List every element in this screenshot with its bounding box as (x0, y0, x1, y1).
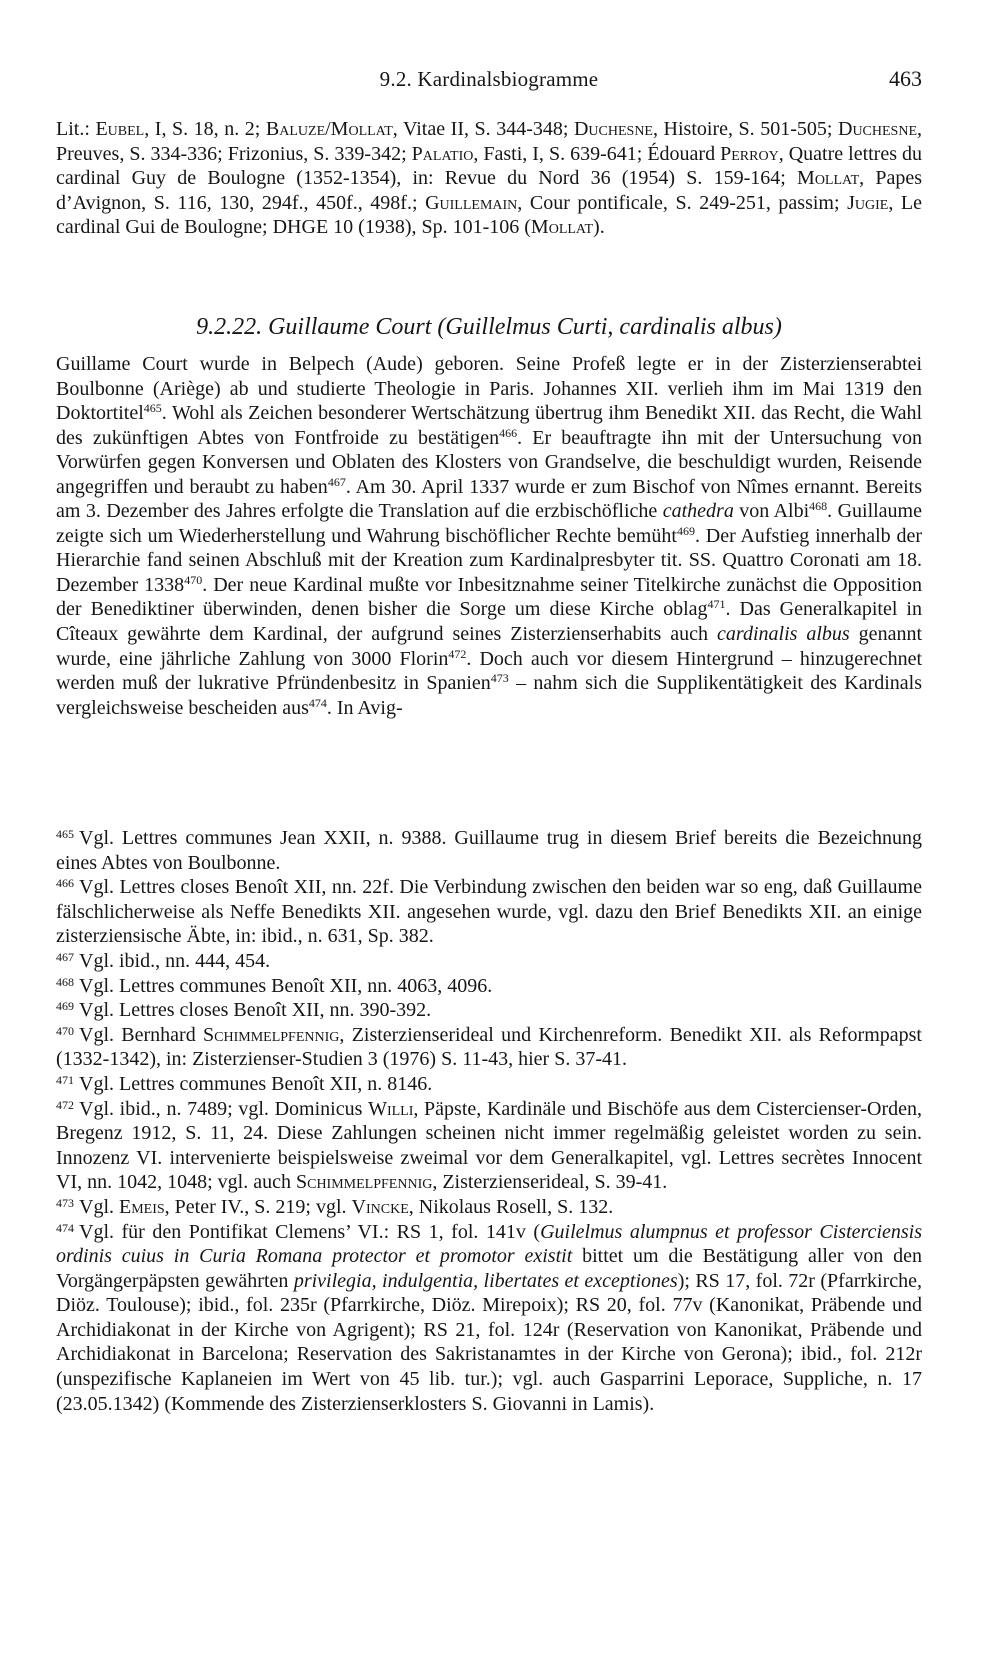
author-name: Vincke (351, 1195, 409, 1218)
footnote-number: 470 (56, 1023, 74, 1038)
text-run: – nahm sich die Supplikentätigkeit des Kardinals vergleichsweise bescheiden aus (56, 672, 922, 719)
text-run: . In Avig- (326, 696, 403, 719)
footnote-reference: 471 (707, 597, 726, 612)
text-run: genannt wurde, eine jährliche Zahlung von 3000 Florin (56, 623, 922, 670)
footnote-473 (56, 1195, 922, 1220)
author-name: Jugie (847, 191, 889, 214)
text-run: Vgl. Lettres communes Jean XXII, n. 9388. Guillaume trug in diesem Brief bereits die Bezeichnung eines Abtes von Boulbonne. (56, 827, 922, 874)
text-run: . Doch auch vor diesem Hintergrund – hinzugerechnet werden muß der lukrative Pfründenbesitz in Spanien (56, 647, 922, 695)
text-run: . Guillaume zeigte sich um Wiederherstellung und Wahrung bischöflicher Rechte bemüht (56, 500, 922, 547)
text-run: . Wohl als Zeichen besonderer Wertschätzung übertrug ihm Benedikt XII. das Recht, die Wahl des zukünftigen Abtes von Fontfroide zu bestätigen (56, 402, 922, 449)
footnote-471 (56, 1072, 922, 1097)
text-run: ); RS 17, fol. 72r (Pfarrkirche, Diöz. Toulouse); ibid., fol. 235r (Pfarrkirche, Diöz. Mirepoix); RS 20, fol. 77v (Kanonikat, Präbende und Archidiakonat in der Kirche von Agrigent); RS 21, fol. 124r (Reservation von Kanonikat, Präbende und Archidiakonat in Barcelona; Reservation des Sakristanamtes in der Kirche von Gerona); ibid., fol. 212r (unspezifische Kaplaneien im Wert von 45 lib. tur.); vgl. auch Gasparrini Leporace, Suppliche, n. 17 (23.05.1342) (Kommende des Zisterzienserklosters S. Giovanni in Lamis). (56, 1269, 923, 1415)
author-name: Eubel (95, 118, 145, 140)
footnote-reference: 467 (327, 474, 346, 489)
author-name: Schimmelpfennig (203, 1023, 340, 1046)
text-run: Guillame Court wurde in Belpech (Aude) geboren. Seine Profeß legte er in der Zisterzienserabtei Boulbonne (Ariège) ab und studierte Theologie in Paris. Johannes XII. verlieh ihm im Mai 1319 den Doktortitel (56, 353, 922, 425)
biography-body-text (56, 352, 922, 720)
text-run: ). (593, 216, 605, 239)
author-name: Willi (368, 1097, 414, 1120)
text-run: , Le cardinal Gui de Boulogne; DHGE 10 (1938), Sp. 101-106 ( (56, 191, 923, 239)
footnote-470 (56, 1023, 922, 1072)
footnote-reference: 468 (809, 499, 828, 514)
footnote-number: 471 (56, 1072, 74, 1087)
text-run: . Das Generalkapitel in Cîteaux gewährte dem Kardinal, der aufgrund seines Zisterzienserhabits auch (56, 598, 922, 646)
author-name: Emeis (119, 1195, 165, 1218)
text-run: , Peter IV., S. 219; vgl. (164, 1195, 352, 1218)
author-name: Mollat (797, 167, 860, 190)
text-run: , I, S. 18, n. 2; (144, 118, 266, 140)
footnote-reference: 474 (308, 695, 327, 710)
footnote-474 (56, 1220, 922, 1417)
footnote-number: 469 (56, 999, 74, 1014)
text-run: Vgl. Lettres closes Benoît XII, nn. 22f. Die Verbindung zwischen den beiden war so eng, daß Guillaume fälschlicherweise als Neffe Benedikts XII. angesehen wurde, vgl. dazu den Brief Benedikts XII. an einige zisterziensische Äbte, in: ibid., n. 631, Sp. 382. (56, 876, 922, 948)
text-run: Vgl. Lettres closes Benoît XII, nn. 390-392. (79, 999, 432, 1022)
footnote-number: 467 (56, 949, 74, 964)
footnote-reference: 473 (490, 671, 509, 686)
text-run: . Der Aufstieg innerhalb der Hierarchie fand seinen Abschluß mit der Kreation zum Kardinalpresbyter tit. SS. Quattro Coronati am 18. Dezember 1338 (56, 524, 922, 596)
text-run: , Vitae II, S. 344-348; (392, 118, 574, 140)
text-run: . Der neue Kardinal mußte vor Inbesitznahme seiner Titelkirche zunächst die Opposition der Benediktiner überwinden, denen bisher die Sorge um diese Kirche oblag (56, 573, 923, 621)
author-name: Palatio (411, 142, 474, 165)
footnote-469 (56, 998, 922, 1023)
running-title: 9.2. Kardinalsbiogramme (379, 67, 599, 91)
footnote-number: 465 (56, 827, 74, 841)
text-run: Vgl. Lettres communes Benoît XII, nn. 4063, 4096. (79, 974, 493, 997)
footnote-reference: 470 (184, 572, 203, 587)
footnote-reference: 466 (499, 425, 518, 440)
section-title: 9.2.22. Guillaume Court (Guillelmus Curti, cardinalis albus) (196, 314, 782, 340)
text-run: , Histoire, S. 501-505; (653, 118, 838, 140)
footnote-472 (56, 1097, 922, 1195)
author-name: Baluze/Mollat (265, 118, 393, 140)
text-run: , Fasti, I, S. 639-641; Édouard (473, 142, 721, 165)
page-number: 463 (889, 66, 922, 91)
author-name: Duchesne (573, 118, 653, 140)
literature-references (56, 117, 922, 240)
text-run: , Preuves, S. 334-336; Frizonius, S. 339-342; (56, 118, 923, 165)
text-run: Vgl. (79, 1195, 119, 1218)
footnote-number: 466 (56, 876, 74, 891)
footnote-468 (56, 974, 922, 999)
text-run: Lit.: (56, 118, 96, 140)
text-run: Vgl. Bernhard (79, 1023, 204, 1046)
text-run: , Quatre lettres du cardinal Guy de Boulogne (1352-1354), in: Revue du Nord 36 (1954) S. 159-164; (56, 142, 923, 190)
text-run: , Nikolaus Rosell, S. 132. (408, 1195, 614, 1218)
text-run: , Zisterzienserideal, S. 39-41. (432, 1171, 668, 1194)
footnote-number: 468 (56, 974, 74, 989)
text-run: Vgl. für den Pontifikat Clemens’ VI.: RS 1, fol. 141v ( (79, 1220, 541, 1243)
text-run: , Zisterzienserideal und Kirchenreform. Benedikt XII. als Reformpapst (1332-1342), in: Zisterzienser-Studien 3 (1976) S. 11-43, hier S. 37-41. (56, 1023, 922, 1071)
footnote-466 (56, 875, 922, 949)
text-run: , Cour pontificale, S. 249-251, passim; (517, 191, 848, 214)
running-head (56, 64, 922, 94)
footnote-reference: 469 (676, 523, 695, 538)
footnote-number: 472 (56, 1097, 74, 1112)
text-run: Vgl. Lettres communes Benoît XII, n. 8146. (79, 1072, 433, 1095)
author-name: Schimmelpfennig (295, 1171, 433, 1194)
text-run: Vgl. ibid., n. 7489; vgl. Dominicus (79, 1097, 369, 1120)
text-run: , Päpste, Kardinäle und Bischöfe aus dem Cistercienser-Orden, Bregenz 1912, S. 11, 24. Diese Zahlungen scheinen nicht immer regelmäßig geleistet worden zu sein. Innozenz VI. intervenierte beispielsweise zweimal vor dem Generalkapitel, vgl. Lettres secrètes Innocent VI, nn. 1042, 1048; vgl. auch (56, 1097, 922, 1194)
footnote-reference: 465 (143, 401, 162, 416)
footnotes (56, 826, 922, 1416)
footnote-465 (56, 826, 922, 875)
text-run: , Papes d’Avignon, S. 116, 130, 294f., 450f., 498f.; (56, 167, 922, 214)
italic-text: cardinalis albus (717, 623, 850, 646)
footnote-number: 473 (56, 1195, 74, 1210)
footnote-reference: 472 (448, 646, 467, 661)
footnote-number: 474 (56, 1220, 74, 1235)
italic-text: privilegia, indulgentia, libertates et exceptiones (293, 1269, 678, 1292)
text-run: . Er beauftragte ihn mit der Untersuchung von Vorwürfen gegen Konversen und Oblaten des Klosters von Grandselve, die beschuldigt wurden, Reisende angegriffen und beraubt zu haben (56, 426, 923, 498)
author-name: Duchesne (838, 118, 918, 140)
author-name: Perroy (720, 142, 779, 165)
text-run: . Am 30. April 1337 wurde er zum Bischof von Nîmes ernannt. Bereits am 3. Dezember des Jahres erfolgte die Translation auf die erzbischöfliche (56, 475, 922, 523)
author-name: Mollat (530, 216, 594, 239)
text-run: bittet um die Bestätigung aller von den Vorgängerpäpsten gewährten (56, 1245, 922, 1292)
author-name: Guillemain (425, 191, 518, 214)
italic-text: cathedra (662, 500, 734, 523)
text-run: von Albi (733, 500, 810, 523)
italic-text: Guilelmus alumpnus et professor Cisterciensis ordinis cuius in Curia Romana protector et promotor existit (56, 1220, 922, 1268)
text-run: Vgl. ibid., nn. 444, 454. (79, 949, 271, 972)
footnote-467 (56, 949, 922, 974)
